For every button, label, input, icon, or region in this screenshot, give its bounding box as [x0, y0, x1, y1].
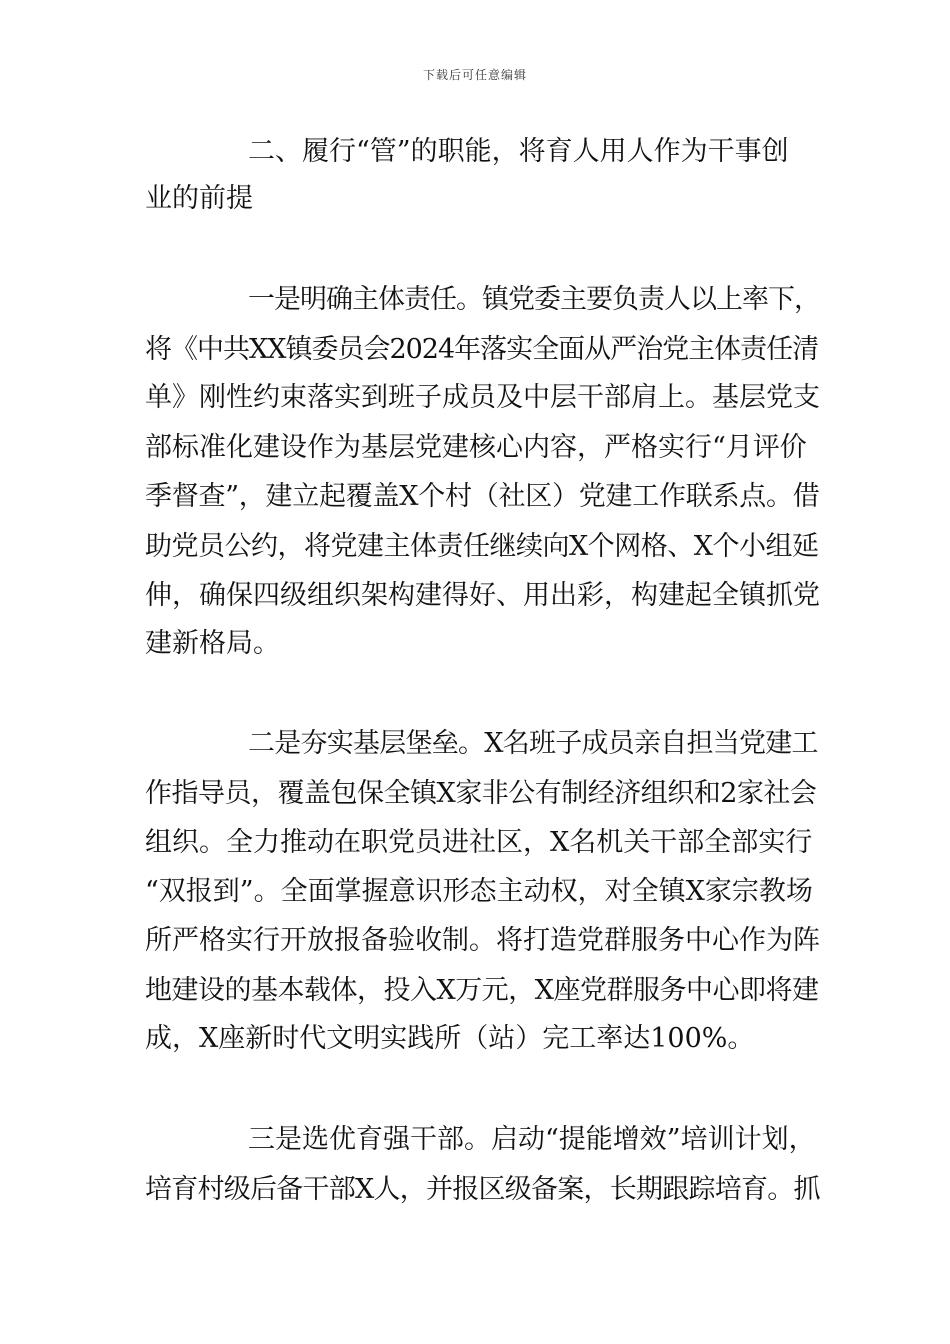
paragraph-line: 建新格局。 [145, 628, 280, 659]
page-header: 下载后可任意编辑 [422, 68, 527, 82]
section-heading-line: 二、履行“管”的职能，将育人用人作为干事创 [248, 136, 789, 167]
paragraph-line: 部标准化建设作为基层党建核心内容，严格实行“月评价 [145, 432, 807, 463]
paragraph-line: 一是明确主体责任。镇党委主要负责人以上率下， [248, 284, 820, 315]
paragraph-line: 所严格实行开放报备验收制。将打造党群服务中心作为阵 [145, 925, 820, 956]
paragraph-line: 季督查”，建立起覆盖X个村（社区）党建工作联系点。借 [145, 481, 820, 512]
paragraph-line: 成，X座新时代文明实践所（站）完工率达100%。 [145, 1023, 755, 1054]
paragraph-line: 单》刚性约束落实到班子成员及中层干部肩上。基层党支 [145, 382, 820, 413]
section-heading-line: 业的前提 [145, 183, 253, 214]
paragraph-line: 地建设的基本载体，投入X万元，X座党群服务中心即将建 [145, 975, 819, 1006]
paragraph-line: 三是选优育强干部。启动“提能增效”培训计划， [248, 1124, 816, 1155]
paragraph-line: 二是夯实基层堡垒。X名班子成员亲自担当党建工 [248, 728, 818, 759]
paragraph-line: 作指导员，覆盖包保全镇X家非公有制经济组织和2家社会 [145, 778, 817, 809]
paragraph-line: 助党员公约，将党建主体责任继续向X个网格、X个小组延 [145, 531, 819, 562]
paragraph-line: 伸，确保四级组织架构建得好、用出彩，构建起全镇抓党 [145, 580, 820, 611]
paragraph-line: 将《中共XX镇委员会2024年落实全面从严治党主体责任清 [145, 334, 819, 365]
paragraph-line: “双报到”。全面掌握意识形态主动权，对全镇X家宗教场 [145, 876, 813, 907]
paragraph-line: 培育村级后备干部X人，并报区级备案，长期跟踪培育。抓 [145, 1174, 820, 1205]
paragraph-line: 组织。全力推动在职党员进社区，X名机关干部全部实行 [145, 827, 813, 858]
